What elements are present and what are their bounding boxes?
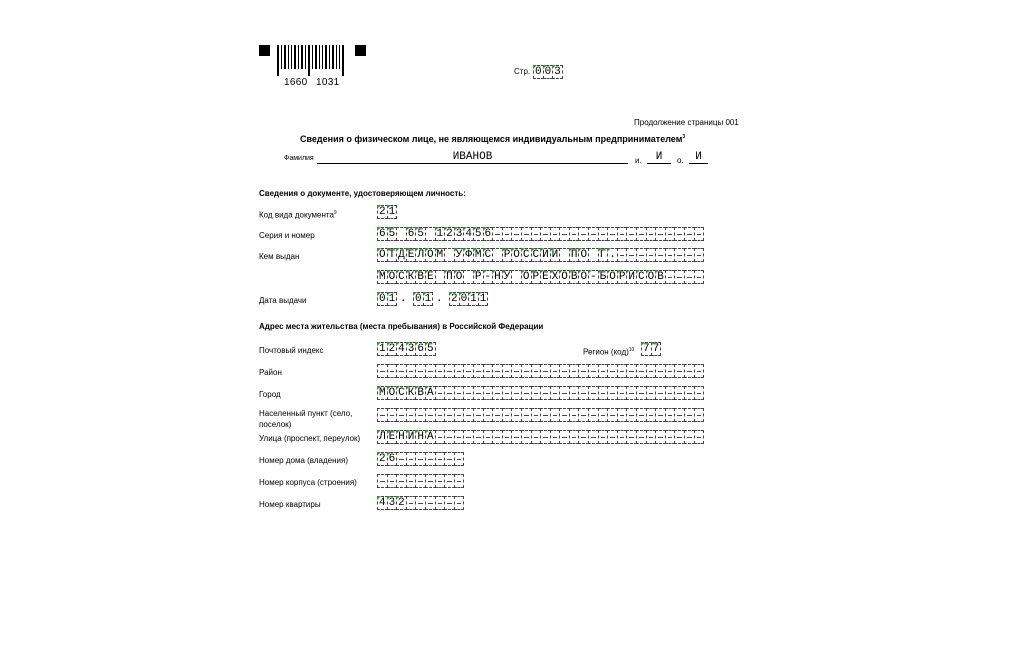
form-cell: У <box>455 249 463 261</box>
doc-type-footnote: 9 <box>333 210 337 216</box>
district-field[interactable] <box>377 364 703 378</box>
form-cell: 3 <box>388 497 396 509</box>
form-cell: Е <box>542 271 549 283</box>
initial-middle-label: о. <box>677 156 684 165</box>
title-footnote: 3 <box>682 134 686 140</box>
form-cell: 3 <box>407 343 415 355</box>
form-cell: О <box>609 271 616 283</box>
region-label-text: Регион (код) <box>583 347 629 357</box>
doc-series-label: Серия и номер <box>259 231 315 240</box>
form-cell <box>454 452 465 466</box>
apartment-field[interactable] <box>377 496 463 510</box>
street-label: Улица (проспект, переулок) <box>259 434 361 443</box>
form-cell: В <box>570 271 578 283</box>
building-field[interactable] <box>377 474 463 488</box>
form-cell: С <box>398 271 405 283</box>
initial-first-label: и. <box>635 156 642 165</box>
form-cell: О <box>580 271 588 283</box>
form-cell: 1 <box>378 343 386 355</box>
form-cell: 1 <box>436 228 444 240</box>
doc-type-label-text: Код вида документа <box>259 210 334 220</box>
form-cell: 4 <box>378 497 386 509</box>
date-separator: . <box>400 293 407 305</box>
form-cell: 2 <box>378 453 386 465</box>
form-cell: С <box>532 249 540 261</box>
form-cell: Р <box>474 271 482 283</box>
initial-middle-field[interactable]: И <box>689 151 708 164</box>
form-cell: 0 <box>534 66 542 78</box>
form-cell: Е <box>426 271 434 283</box>
locality-label: Населенный пункт (село, поселок) <box>259 409 353 429</box>
form-cell <box>694 248 705 262</box>
form-cell: 4 <box>398 343 405 355</box>
house-label: Номер дома (владения) <box>259 456 348 465</box>
page-number-field[interactable] <box>533 65 562 79</box>
form-cell: О <box>561 271 568 283</box>
form-cell: М <box>378 271 386 283</box>
form-cell <box>694 386 705 400</box>
form-cell: Д <box>398 249 405 261</box>
doc-date-month[interactable] <box>413 292 432 306</box>
form-cell: 2 <box>398 497 405 509</box>
form-cell: Х <box>551 271 559 283</box>
form-cell: С <box>398 387 405 399</box>
form-cell: С <box>522 249 530 261</box>
initial-first-field[interactable]: И <box>647 151 671 164</box>
form-cell: М <box>436 249 444 261</box>
doc-type-label <box>259 208 337 221</box>
doc-issuer-line2[interactable] <box>377 270 703 284</box>
date-separator: . <box>436 293 443 305</box>
form-cell: О <box>388 387 396 399</box>
address-heading: Адрес места жительства (места пребывания) в Российской Федерации <box>259 322 544 331</box>
surname-label: Фамилия <box>284 155 314 162</box>
form-cell <box>694 430 705 444</box>
form-cell: 6 <box>378 228 386 240</box>
form-cell: А <box>426 387 434 399</box>
form-cell: О <box>378 249 386 261</box>
registration-marker-right <box>355 45 366 56</box>
form-cell <box>694 408 705 422</box>
form-cell: 0 <box>414 293 422 305</box>
district-label: Район <box>259 368 282 377</box>
form-cell: П <box>570 249 578 261</box>
form-cell <box>694 227 705 241</box>
form-cell: И <box>551 249 559 261</box>
form-cell: Р <box>618 271 626 283</box>
form-cell: У <box>503 271 511 283</box>
doc-date-day[interactable] <box>377 292 396 306</box>
form-cell: Л <box>417 249 424 261</box>
form-cell: О <box>522 271 530 283</box>
form-cell: Т <box>388 249 396 261</box>
house-field[interactable] <box>377 452 463 466</box>
form-cell: К <box>407 387 415 399</box>
form-cell: С <box>638 271 645 283</box>
form-cell: 3 <box>455 228 463 240</box>
form-cell: В <box>657 271 664 283</box>
form-cell: С <box>484 249 492 261</box>
form-cell: Р <box>503 249 511 261</box>
form-cell: . <box>609 249 616 261</box>
continuation-note: Продолжение страницы 001 <box>634 118 739 127</box>
doc-type-field[interactable] <box>377 205 396 219</box>
city-label: Город <box>259 390 281 399</box>
barcode-number-left: 1660 <box>284 77 308 88</box>
postal-field[interactable] <box>377 342 435 356</box>
form-cell: 2 <box>378 206 386 218</box>
document-heading: Сведения о документе, удостоверяющем личность: <box>259 189 466 198</box>
form-cell: Ф <box>465 249 472 261</box>
form-cell: 5 <box>474 228 482 240</box>
form-cell <box>694 364 705 378</box>
form-cell: 4 <box>465 228 472 240</box>
form-cell: Н <box>494 271 501 283</box>
form-cell: М <box>474 249 482 261</box>
form-cell: И <box>407 431 415 443</box>
form-cell: 0 <box>544 66 552 78</box>
form-cell: 7 <box>642 343 650 355</box>
barcode-image <box>277 45 345 76</box>
form-cell: В <box>417 271 424 283</box>
form-cell: Г <box>599 249 607 261</box>
form-cell: П <box>446 271 453 283</box>
form-cell: Р <box>532 271 540 283</box>
form-cell: М <box>378 387 386 399</box>
form-cell: 6 <box>388 453 396 465</box>
form-cell: 5 <box>417 228 424 240</box>
registration-marker-left <box>259 45 270 56</box>
form-cell: 0 <box>460 293 468 305</box>
form-cell: Л <box>378 431 386 443</box>
building-label: Номер корпуса (строения) <box>259 478 357 487</box>
form-cell: О <box>580 249 588 261</box>
doc-issuer-line1[interactable] <box>377 248 703 262</box>
apartment-label: Номер квартиры <box>259 500 321 509</box>
form-cell: 1 <box>470 293 477 305</box>
form-cell: О <box>455 271 463 283</box>
form-cell: 3 <box>554 66 561 78</box>
form-cell: 7 <box>652 343 660 355</box>
form-cell: 2 <box>446 228 453 240</box>
form-cell: 0 <box>378 293 386 305</box>
form-cell: 1 <box>388 293 396 305</box>
form-cell: 1 <box>479 293 487 305</box>
doc-series-field[interactable] <box>377 227 703 241</box>
form-cell <box>454 474 465 488</box>
form-cell: 2 <box>388 343 396 355</box>
form-cell: 1 <box>424 293 432 305</box>
form-cell: А <box>426 431 434 443</box>
form-cell: 2 <box>450 293 458 305</box>
form-cell: - <box>590 271 597 283</box>
page-title <box>300 134 685 144</box>
region-label <box>583 345 634 358</box>
form-cell: О <box>647 271 655 283</box>
form-cell: О <box>513 249 520 261</box>
city-field[interactable] <box>377 386 703 400</box>
form-cell: О <box>388 271 396 283</box>
page-title-text: Сведения о физическом лице, не являющемся индивидуальным предпринимателем <box>300 134 683 144</box>
form-cell: К <box>407 271 415 283</box>
form-cell: 1 <box>388 206 396 218</box>
page-label: Стр. <box>514 67 531 76</box>
form-cell: Е <box>407 249 415 261</box>
postal-label: Почтовый индекс <box>259 346 324 355</box>
form-cell: Е <box>388 431 396 443</box>
form-cell: И <box>628 271 636 283</box>
barcode-number-right: 1031 <box>316 77 340 88</box>
form-cell: Б <box>599 271 607 283</box>
form-cell: Н <box>417 431 424 443</box>
form-cell: В <box>417 387 424 399</box>
region-footnote: 10 <box>628 347 635 353</box>
form-cell <box>694 270 705 284</box>
surname-field[interactable]: ИВАНОВ <box>317 151 628 164</box>
doc-date-year[interactable] <box>449 292 487 306</box>
form-cell: 6 <box>417 343 424 355</box>
region-field[interactable] <box>641 342 660 356</box>
street-field[interactable] <box>377 430 703 444</box>
doc-issuer-label: Кем выдан <box>259 252 300 261</box>
form-cell <box>454 496 465 510</box>
form-cell: 6 <box>484 228 492 240</box>
form-cell: - <box>484 271 492 283</box>
form-cell: И <box>542 249 549 261</box>
form-cell: 5 <box>426 343 434 355</box>
locality-field[interactable] <box>377 408 703 422</box>
form-cell: 5 <box>388 228 396 240</box>
form-cell: О <box>426 249 434 261</box>
form-cell: Н <box>398 431 405 443</box>
form-cell: 6 <box>407 228 415 240</box>
doc-date-label: Дата выдачи <box>259 296 307 305</box>
